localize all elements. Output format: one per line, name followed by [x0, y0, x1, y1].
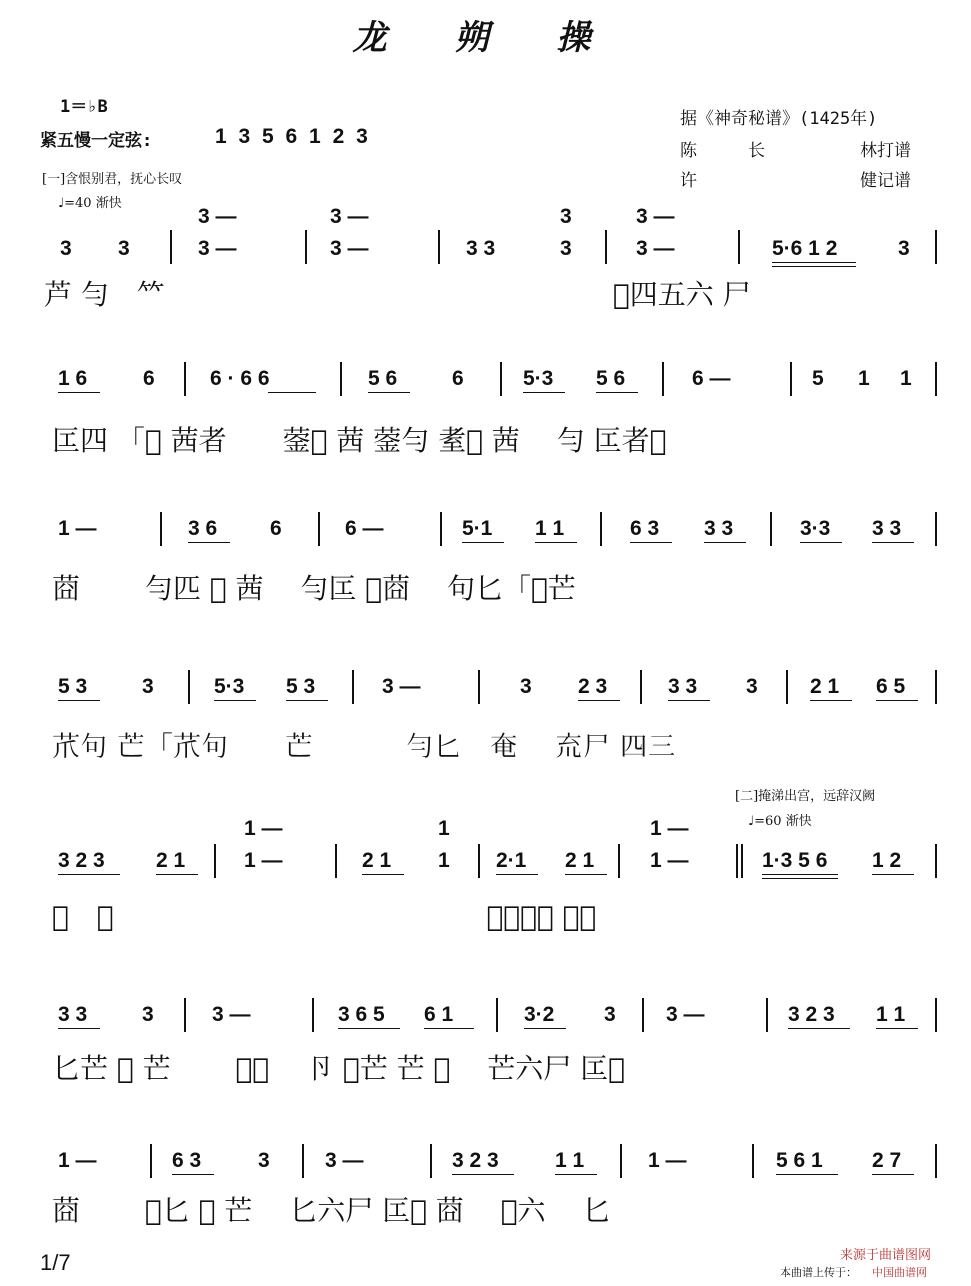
section-1-label: [一]含恨别君，抚心长叹 [42, 172, 183, 187]
note: 5 6 [368, 367, 398, 390]
note: 1 — [648, 1149, 687, 1172]
note: 6 — [345, 517, 384, 540]
note: 1 — [244, 849, 283, 872]
note: 1 6 [58, 367, 88, 390]
note: 1 — [58, 1149, 97, 1172]
watermark-text: 来源于曲谱图网 [840, 1247, 932, 1262]
note: 2 3 [578, 675, 608, 698]
upper-note: 3 — [198, 205, 237, 228]
note: 5 6 [596, 367, 626, 390]
note: 1 1 [555, 1149, 585, 1172]
note: 3·2 [524, 1003, 555, 1026]
note: 2 7 [872, 1149, 902, 1172]
note: 1 — [58, 517, 97, 540]
note: 3 [118, 237, 130, 260]
note: 3 — [325, 1149, 364, 1172]
section-1-tempo: ♩=40 渐快 [58, 196, 122, 211]
note: 3 — [382, 675, 421, 698]
upper-note: 3 — [636, 205, 675, 228]
note: 6 [452, 367, 464, 390]
note: 3 [746, 675, 758, 698]
note: 5 6 1 [776, 1149, 823, 1172]
credit-name-1: 陈 长 [680, 141, 765, 161]
note: 6 [270, 517, 282, 540]
upload-note: 本曲谱上传于： [780, 1267, 857, 1279]
note: 1 1 [876, 1003, 906, 1026]
note: 5 [812, 367, 824, 390]
tuning-label: 紧五慢一定弦: [40, 131, 153, 151]
source-text: 据《神奇秘谱》(1425年) [680, 109, 878, 129]
note: 5·3 [214, 675, 245, 698]
note: 3 — [212, 1003, 251, 1026]
note: 3 [520, 675, 532, 698]
jianzi-line: 匕芒 𠣏 芒 𠣏𠣏 卪 𠣏芒 芒 𠣏 芒六尸 匞𠣏 [52, 1052, 625, 1085]
note: 3 3 [872, 517, 902, 540]
note: 1 — [650, 849, 689, 872]
upper-note: 3 [560, 205, 572, 228]
note: 6 · 6 6 [210, 367, 270, 390]
note: 3 3 [466, 237, 496, 260]
note: 3 [898, 237, 910, 260]
note: 6 — [692, 367, 731, 390]
upper-note: 1 — [244, 817, 283, 840]
note: 3 6 5 [338, 1003, 385, 1026]
note: 1 1 [535, 517, 565, 540]
jianzi-line: 莔 𠣏匕 𠣏 芒 匕六尸 匞𠣏 莔 𠣏六 匕 [52, 1194, 611, 1227]
note: 6 3 [630, 517, 660, 540]
note: 2 1 [362, 849, 392, 872]
note: 3 — [666, 1003, 705, 1026]
tuning-notes: 1 3 5 6 1 2 3 [215, 125, 371, 148]
jianzi-line: 芦 勻 𥫗 𠣏四五六 尸 [44, 278, 751, 311]
note: 3 [604, 1003, 616, 1026]
note: 1 [438, 849, 450, 872]
note: 2 1 [810, 675, 840, 698]
note: 1·3 5 6 [762, 849, 828, 872]
note: 3 — [636, 237, 675, 260]
note: 2 1 [565, 849, 595, 872]
note: 6 [143, 367, 155, 390]
note: 2·1 [496, 849, 527, 872]
note: 3·3 [800, 517, 831, 540]
jianzi-line: 匞四 「𠣏 茜者 蓥𠣏 茜 蓥勻 耊𠣏 茜 勻 匞者𠣏 [52, 424, 667, 457]
note: 6 1 [424, 1003, 454, 1026]
note: 1 [900, 367, 912, 390]
page-number: 1/7 [40, 1250, 71, 1275]
note: 1 [858, 367, 870, 390]
note: 2 1 [156, 849, 186, 872]
note: 1 2 [872, 849, 902, 872]
note: 3 [142, 675, 154, 698]
note: 3 3 [704, 517, 734, 540]
credit-role-2: 健记谱 [860, 171, 911, 191]
note: 3 [258, 1149, 270, 1172]
credit-role-1: 林打谱 [860, 141, 911, 161]
key-signature: 1＝♭B [60, 97, 108, 117]
note: 6 5 [876, 675, 906, 698]
note: 3 3 [668, 675, 698, 698]
jianzi-line: 莔 勻匹 𠣏 茜 勻匞 𠣏莔 句匕「𠣏芒 [52, 572, 576, 605]
note: 3 [560, 237, 572, 260]
note: 3 6 [188, 517, 218, 540]
note: 3 [60, 237, 72, 260]
section-2-label: [二]掩涕出宫，远辞汉阙 [735, 789, 876, 804]
note: 5 3 [58, 675, 88, 698]
credit-name-2: 许 [680, 171, 697, 191]
upper-note: 3 — [330, 205, 369, 228]
note: 3 2 3 [452, 1149, 499, 1172]
note: 3 2 3 [58, 849, 105, 872]
note: 3 — [198, 237, 237, 260]
note: 3 3 [58, 1003, 88, 1026]
note: 5·1 [462, 517, 493, 540]
note: 6 3 [172, 1149, 202, 1172]
upper-note: 1 [438, 817, 450, 840]
note: 3 — [330, 237, 369, 260]
note: 5·3 [523, 367, 554, 390]
jianzi-line: 𠣏 𥫗 𦬔勻三四 五六 [52, 900, 597, 933]
page-title: 龙 朔 操 [352, 18, 619, 58]
watermark-site: 中国曲谱网 [872, 1267, 927, 1279]
upper-note: 1 — [650, 817, 689, 840]
jianzi-line: 𦬔句 芒「𦬔句 芒 勻匕 奄 㐬尸 四三 [52, 730, 676, 763]
note: 3 2 3 [788, 1003, 835, 1026]
section-2-tempo: ♩=60 渐快 [748, 814, 812, 829]
note: 3 [142, 1003, 154, 1026]
note: 5·6 1 2 [772, 237, 838, 260]
note: 5 3 [286, 675, 316, 698]
